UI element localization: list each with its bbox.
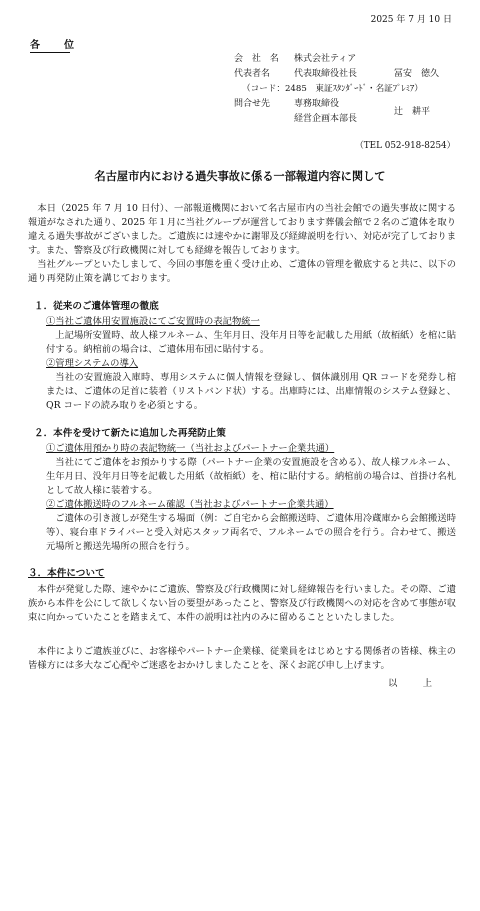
- section-3: [28, 567, 456, 624]
- section-2-item-2-title: ②ご遺体搬送時のフルネーム確認（当社およびパートナー企業共通）: [46, 498, 334, 510]
- section-1-item-1-body: 上記場所安置時、故人様フルネーム、生年月日、没年月日等を記載した用紙（故栢紙）を棺に貼付する。納棺前の場合は、ご遺体用布団に貼付する。: [46, 329, 456, 355]
- sender-block: [234, 53, 464, 128]
- representative-title: 代表取締役社長: [294, 69, 358, 79]
- company-label: 会 社 名: [234, 54, 282, 64]
- addressee: 各 位: [30, 40, 81, 51]
- representative-name: 冨安 徳久: [394, 69, 440, 79]
- section-3-body: 本件が発覚した際、速やかにご遺族、警察及び行政機関に対し経緯報告を行いました。その際、ご遺族から本件を公にして欲しくない旨の要望があったこと、警察及び行政機関への対応を含めて事態が収束に向かっていたことを踏まえて、本件の説明は社内のみに留めることといたしました。: [28, 583, 456, 623]
- section-2-title: ２．本件を受けて新たに追加した再発防止策: [34, 427, 226, 439]
- intro-paragraph-2: 当社グループといたしまして、今回の事態を重く受け止め、ご遺体の管理を徹底すると共に、以下の通り再発防止策を講じております。: [28, 258, 456, 284]
- stock-code: （コード：2485 東証ｽﾀﾝﾀﾞｰﾄﾞ・名証ﾌﾟﾚﾐｱ）: [242, 84, 423, 94]
- document-title: 名古屋市内における過失事故に係る一部報道内容に関して: [94, 169, 386, 183]
- section-1-title: １．従来のご遺体管理の徹底: [34, 300, 159, 312]
- section-2: [28, 427, 456, 554]
- section-1-item-2-title: ②管理システムの導入: [46, 357, 139, 369]
- intro-paragraph-1: 本日（2025 年 7 月 10 日付）、一部報道機関において名古屋市内の当社会館での過失事故に関する報道がなされた通り、2025 年１月に当社グループが運営しております葬儀会館で２名のご遺体を取り違える過失事故がございました。ご遺族には速やかに謝罪及び経緯説明を行い、対応が完了しております。また、警察及び行政機関に対しても経緯を報告しております。: [28, 203, 456, 256]
- representative-row: [234, 68, 464, 83]
- release-date: 2025 年 7 月 10 日: [370, 15, 452, 25]
- contact-tel: （TEL 052-918-8254）: [355, 141, 456, 151]
- closing-mark: 以 上: [388, 677, 440, 689]
- representative-label: 代表者名: [234, 69, 271, 79]
- section-1-item-1-title: ①当社ご遺体用安置施設にてご安置時の表記物統一: [46, 316, 260, 328]
- contact-label: 問合せ先: [234, 99, 271, 109]
- section-3-title: ３．本件について: [28, 568, 105, 580]
- contact-row-2: [234, 107, 464, 128]
- document-body: [28, 202, 456, 690]
- section-2-item-1-title: ①ご遺体用預かり時の表記物統一（当社およびパートナー企業共通）: [46, 442, 335, 454]
- apology-paragraph: 本件によりご遺族並びに、お客様やパートナー企業様、従業員をはじめとする関係者の皆様、株主の皆様方には多大なご心配やご迷惑をおかけしましたことを、深くお詫び申し上げます。: [28, 645, 456, 671]
- contact-name: 辻 耕平: [394, 107, 431, 117]
- section-1-item-2-body: 当社の安置施設入庫時、専用システムに個人情報を登録し、個体識別用 QR コードを発券し棺または、ご遺体の足首に装着（リストバンド状）する。出庫時には、出庫情報のシステム登録と、QR コードの読み取りを必須とする。: [46, 371, 456, 411]
- section-2-item-1-body: 当社にてご遺体をお預かりする際（パートナー企業の安置施設を含める）、故人様フルネーム、生年月日、没年月日等を記載した用紙（故栢紙）を、棺に貼付する。納棺前の場合は、首掛け名札として故人様に装着する。: [46, 456, 456, 496]
- company-name: 株式会社ティア: [294, 54, 357, 64]
- contact-title-2: 経営企画本部長: [294, 114, 358, 124]
- section-1: [28, 300, 456, 413]
- company-row: [234, 53, 464, 68]
- addressee-underline: [30, 52, 70, 53]
- spacer: [28, 625, 456, 645]
- contact-title-1: 専務取締役: [294, 99, 340, 109]
- section-2-item-2-body: ご遺体の引き渡しが発生する場面（例：ご自宅から会館搬送時、ご遺体用冷蔵庫から会館搬送時等）、寝台車ドライバーと受入対応スタッフ両名で、フルネームでの照合を行う。合わせて、搬送元場所と搬送先場所の照合を行う。: [46, 512, 456, 552]
